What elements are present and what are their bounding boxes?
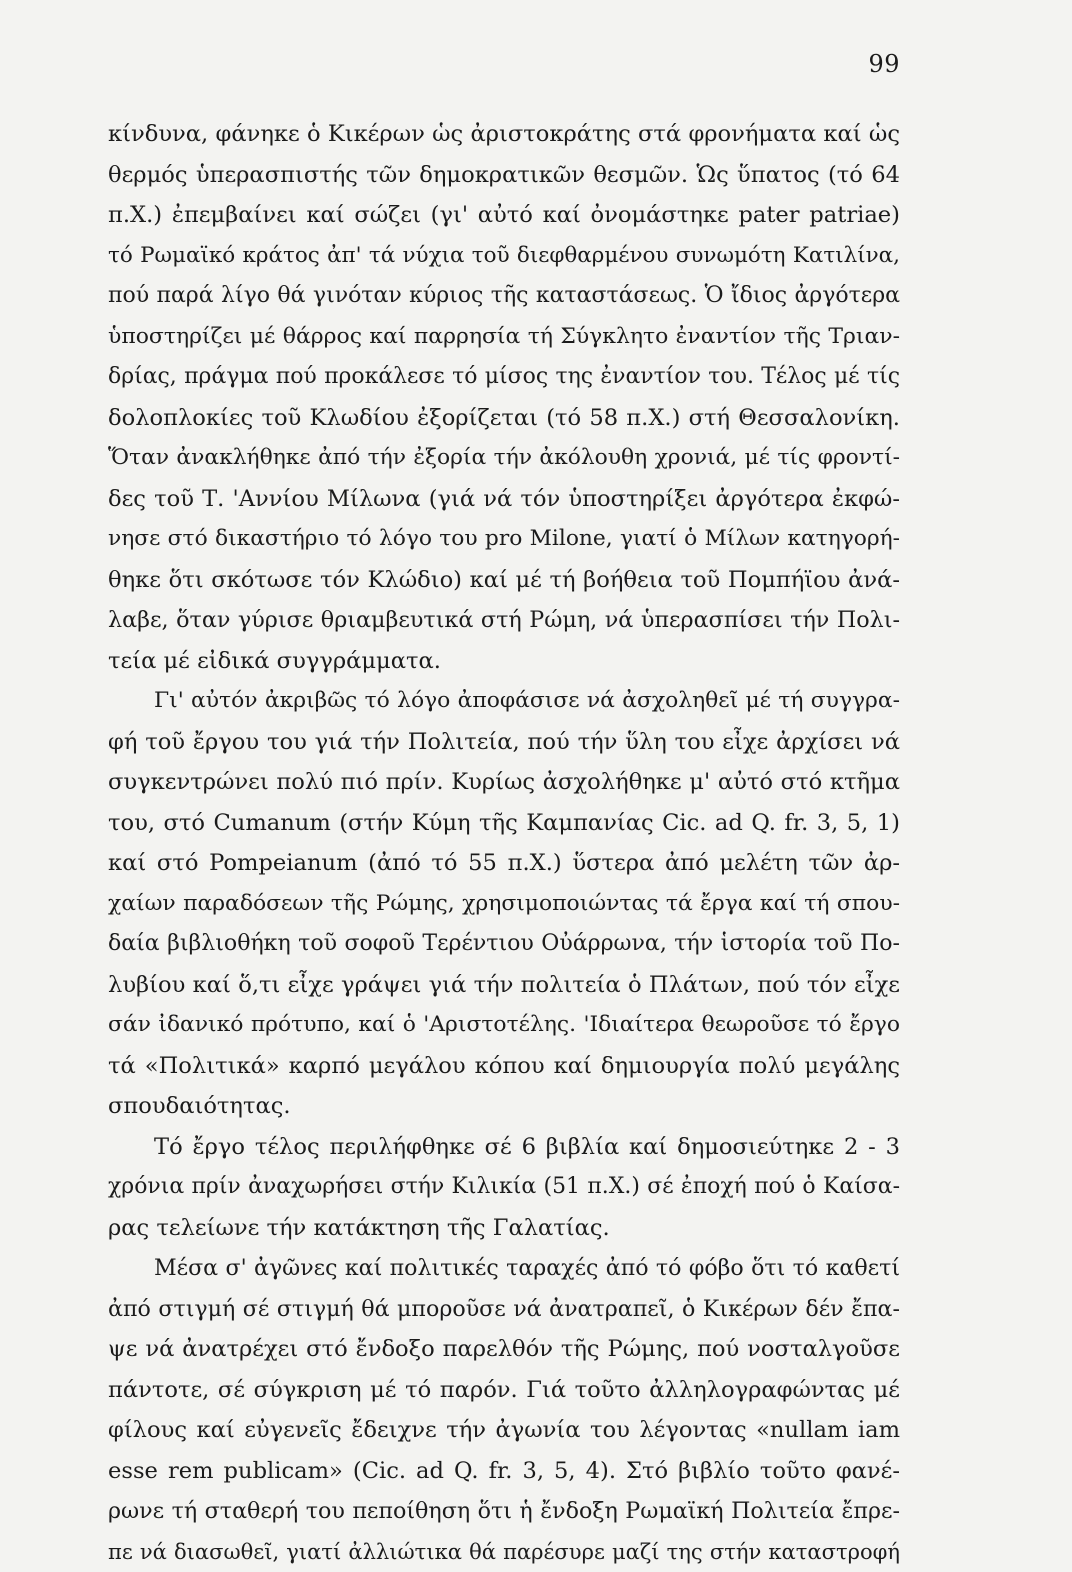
text-line: σάν ἰδανικό πρότυπο, καί ὁ 'Αριστοτέλης. 'Ιδιαίτερα θεωροῦσε τό ἔργο xyxy=(108,1005,900,1046)
text-line: φίλους καί εὐγενεῖς ἔδειχνε τήν ἀγωνία του λέγοντας «nullam iam xyxy=(108,1410,900,1451)
text-line: θηκε ὅτι σκότωσε τόν Κλώδιο) καί μέ τή βοήθεια τοῦ Πομπήϊου ἀνά- xyxy=(108,560,900,601)
text-line: Τό ἔργο τέλος περιλήφθηκε σέ 6 βιβλία καί δημοσιεύτηκε 2 - 3 xyxy=(108,1127,900,1168)
text-line: λαβε, ὅταν γύρισε θριαμβευτικά στή Ρώμη, νά ὑπερασπίσει τήν Πολι- xyxy=(108,600,900,641)
text-line: τεία μέ εἰδικά συγγράμματα. xyxy=(108,641,900,682)
text-line: δολοπλοκίες τοῦ Κλωδίου ἐξορίζεται (τό 58 π.Χ.) στή Θεσσαλονίκη. xyxy=(108,398,900,439)
text-line: πού παρά λίγο θά γινόταν κύριος τῆς καταστάσεως. Ὁ ἴδιος ἀργότερα xyxy=(108,276,900,317)
text-line: του, στό Cumanum (στήν Κύμη τῆς Καμπανίας Cic. ad Q. fr. 3, 5, 1) xyxy=(108,803,900,844)
text-line: φή τοῦ ἔργου του γιά τήν Πολιτεία, πού τήν ὕλη του εἶχε ἀρχίσει νά xyxy=(108,722,900,763)
paragraph-1 xyxy=(108,114,900,681)
text-line: τό Ρωμαϊκό κράτος ἀπ' τά νύχια τοῦ διεφθαρμένου συνωμότη Κατιλίνα, xyxy=(108,236,900,277)
text-line: Ὅταν ἀνακλήθηκε ἀπό τήν ἐξορία τήν ἀκόλουθη χρονιά, μέ τίς φροντί- xyxy=(108,438,900,479)
text-line: Γι' αὐτόν ἀκριβῶς τό λόγο ἀποφάσισε νά ἀσχοληθεῖ μέ τή συγγρα- xyxy=(108,681,900,722)
text-line: ψε νά ἀνατρέχει στό ἔνδοξο παρελθόν τῆς Ρώμης, πού νοσταλγοῦσε xyxy=(108,1329,900,1370)
text-line: Μέσα σ' ἀγῶνες καί πολιτικές ταραχές ἀπό τό φόβο ὅτι τό καθετί xyxy=(108,1248,900,1289)
text-line: ρας τελείωνε τήν κατάκτηση τῆς Γαλατίας. xyxy=(108,1208,900,1249)
page-number: 99 xyxy=(860,50,900,78)
text-line: χαίων παραδόσεων τῆς Ρώμης, χρησιμοποιώντας τά ἔργα καί τή σπου- xyxy=(108,884,900,925)
text-line: πάντοτε, σέ σύγκριση μέ τό παρόν. Γιά τοῦτο ἀλληλογραφώντας μέ xyxy=(108,1370,900,1411)
text-line: χρόνια πρίν ἀναχωρήσει στήν Κιλικία (51 π.Χ.) σέ ἐποχή πού ὁ Καίσα- xyxy=(108,1167,900,1208)
paragraph-2 xyxy=(108,681,900,1127)
text-line: δες τοῦ Τ. 'Αννίου Μίλωνα (γιά νά τόν ὑποστηρίξει ἀργότερα ἐκφώ- xyxy=(108,479,900,520)
text-line: καί στό Pompeianum (ἀπό τό 55 π.Χ.) ὕστερα ἀπό μελέτη τῶν ἀρ- xyxy=(108,843,900,884)
text-line: πε νά διασωθεῖ, γιατί ἀλλιώτικα θά παρέσυρε μαζί της στήν καταστροφή xyxy=(108,1532,900,1572)
text-line: esse rem publicam» (Cic. ad Q. fr. 3, 5, 4). Στό βιβλίο τοῦτο φανέ- xyxy=(108,1451,900,1492)
text-line: ὑποστηρίζει μέ θάρρος καί παρρησία τή Σύγκλητο ἐναντίον τῆς Τριαν- xyxy=(108,317,900,358)
text-line: π.Χ.) ἐπεμβαίνει καί σώζει (γι' αὐτό καί ὀνομάστηκε pater patriae) xyxy=(108,195,900,236)
text-line: λυβίου καί ὅ,τι εἶχε γράψει γιά τήν πολιτεία ὁ Πλάτων, πού τόν εἶχε xyxy=(108,965,900,1006)
paragraph-4 xyxy=(108,1248,900,1572)
text-line: νησε στό δικαστήριο τό λόγο του pro Milone, γιατί ὁ Μίλων κατηγορή- xyxy=(108,519,900,560)
paragraph-3 xyxy=(108,1127,900,1249)
text-line: συγκεντρώνει πολύ πιό πρίν. Κυρίως ἀσχολήθηκε μ' αὐτό στό κτῆμα xyxy=(108,762,900,803)
text-line: δρίας, πράγμα πού προκάλεσε τό μίσος της ἐναντίον του. Τέλος μέ τίς xyxy=(108,357,900,398)
text-line: κίνδυνα, φάνηκε ὁ Κικέρων ὡς ἀριστοκράτης στά φρονήματα καί ὡς xyxy=(108,114,900,155)
text-line: ἀπό στιγμή σέ στιγμή θά μποροῦσε νά ἀνατραπεῖ, ὁ Κικέρων δέν ἔπα- xyxy=(108,1289,900,1330)
text-line: θερμός ὑπερασπιστής τῶν δημοκρατικῶν θεσμῶν. Ὡς ὕπατος (τό 64 xyxy=(108,155,900,196)
text-line: τά «Πολιτικά» καρπό μεγάλου κόπου καί δημιουργία πολύ μεγάλης xyxy=(108,1046,900,1087)
text-line: σπουδαιότητας. xyxy=(108,1086,900,1127)
text-line: ρωνε τή σταθερή του πεποίθηση ὅτι ἡ ἔνδοξη Ρωμαϊκή Πολιτεία ἔπρε- xyxy=(108,1491,900,1532)
text-line: δαία βιβλιοθήκη τοῦ σοφοῦ Τερέντιου Οὐάρρωνα, τήν ἱστορία τοῦ Πο- xyxy=(108,924,900,965)
body-text xyxy=(108,114,900,1572)
